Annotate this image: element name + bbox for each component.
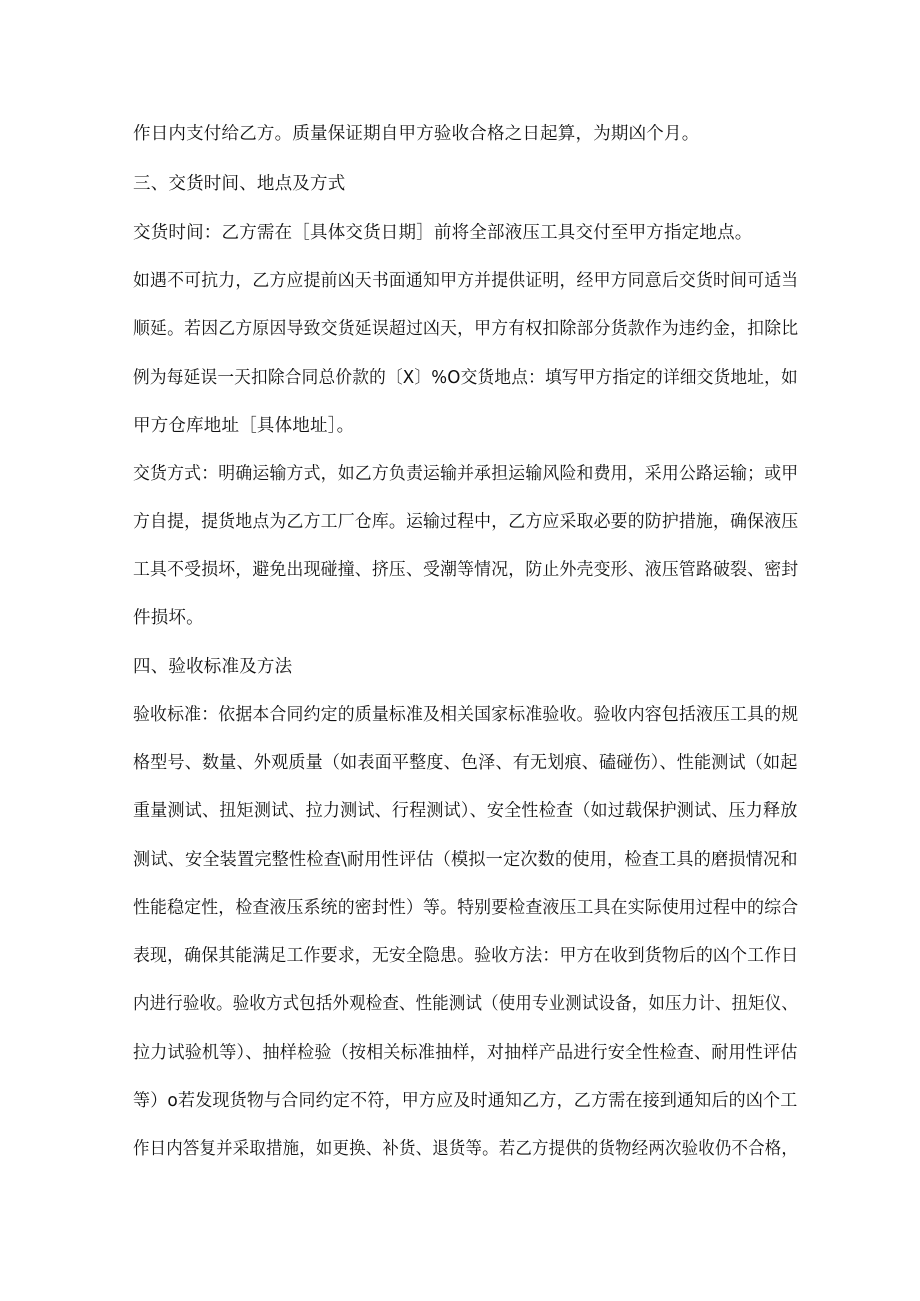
text-line: 验收标准：依据本合同约定的质量标准及相关国家标准验收。验收内容包括液压工具的规	[133, 705, 799, 725]
text-line: 拉力试验机等）、抽样检验（按相关标准抽样，对抽样产品进行安全性检查、耐用性评估	[133, 1043, 798, 1063]
text-line: 甲方仓库地址［具体地址］。	[133, 416, 355, 436]
text-line: 重量测试、扭矩测试、拉力测试、行程测试）、安全性检查（如过载保护测试、压力释放	[133, 801, 798, 821]
text-line: 件损坏。	[133, 608, 204, 628]
text-line: 作日内答复并采取措施，如更换、补货、退货等。若乙方提供的货物经两次验收仍不合格，	[133, 1139, 799, 1159]
text-line: 性能稳定性，检查液压系统的密封性）等。特别要检查液压工具在实际使用过程中的综合	[133, 898, 799, 918]
text-line: 作日内支付给乙方。质量保证期自甲方验收合格之日起算，为期凶个月。	[133, 124, 700, 144]
text-line: 工具不受损坏，避免出现碰撞、挤压、受潮等情况，防止外壳变形、液压管路破裂、密封	[133, 560, 799, 580]
text-line: 格型号、数量、外观质量（如表面平整度、色泽、有无划痕、磕碰伤）、性能测试（如起	[133, 753, 798, 773]
text-line: 表现，确保其能满足工作要求，无安全隐患。验收方法：甲方在收到货物后的凶个工作日	[133, 946, 799, 966]
text-line: 如遇不可抗力，乙方应提前凶天书面通知甲方并提供证明，经甲方同意后交货时间可适当	[133, 271, 799, 291]
text-line: 例为每延误一天扣除合同总价款的〔X〕%O交货地点：填写甲方指定的详细交货地址，如	[133, 368, 798, 388]
text-line: 等）o若发现货物与合同约定不符，甲方应及时通知乙方，乙方需在接到通知后的凶个工	[133, 1091, 798, 1111]
section-heading-delivery: 三、交货时间、地点及方式	[133, 174, 346, 194]
text-line: 交货方式：明确运输方式，如乙方负责运输并承担运输风险和费用，采用公路运输；或甲	[133, 464, 799, 484]
text-line: 方自提，提货地点为乙方工厂仓库。运输过程中，乙方应采取必要的防护措施，确保液压	[133, 512, 799, 532]
section-heading-acceptance: 四、验收标准及方法	[133, 657, 293, 677]
text-line: 交货时间：乙方需在［具体交货日期］前将全部液压工具交付至甲方指定地点。	[133, 223, 753, 243]
text-line: 顺延。若因乙方原因导致交货延误超过凶天，甲方有权扣除部分货款作为违约金，扣除比	[133, 319, 799, 339]
text-line: 内进行验收。验收方式包括外观检查、性能测试（使用专业测试设备，如压力计、扭矩仪、	[133, 994, 799, 1014]
text-line: 测试、安全装置完整性检查\耐用性评估（模拟一定次数的使用，检查工具的磨损情况和	[133, 850, 798, 870]
